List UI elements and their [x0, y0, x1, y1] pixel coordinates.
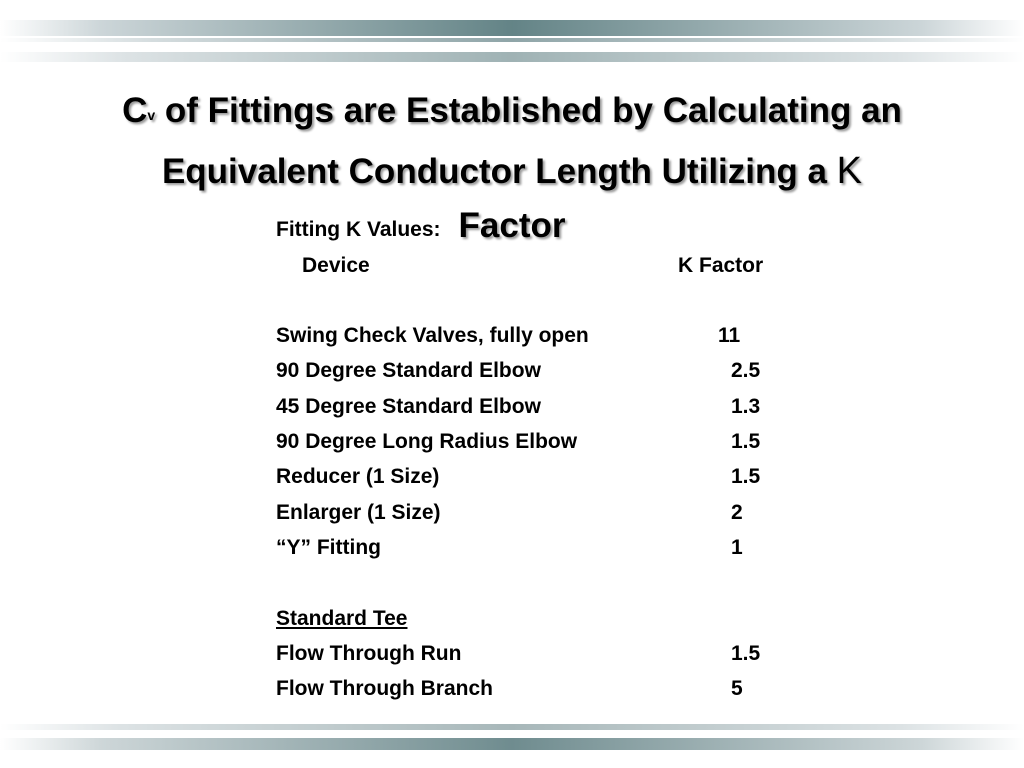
top-decorative-band-lower — [0, 52, 1024, 62]
top-decorative-line — [0, 38, 1024, 42]
title-k: K — [836, 150, 863, 192]
top-decorative-band — [0, 20, 1024, 36]
slide-title — [40, 84, 984, 253]
title-line-c: Factor — [458, 206, 566, 245]
title-line-a: of Fittings are Established by Calculating an — [155, 91, 902, 130]
title-cv: $C_v$ — [122, 91, 156, 130]
column-header-k-factor: K Factor — [678, 254, 764, 277]
title-line-b: Equivalent Conductor Length Utilizing a — [161, 152, 837, 191]
bottom-decorative-band — [0, 738, 1024, 750]
column-header-device: Device — [302, 254, 370, 277]
bottom-decorative-line — [0, 724, 1024, 730]
